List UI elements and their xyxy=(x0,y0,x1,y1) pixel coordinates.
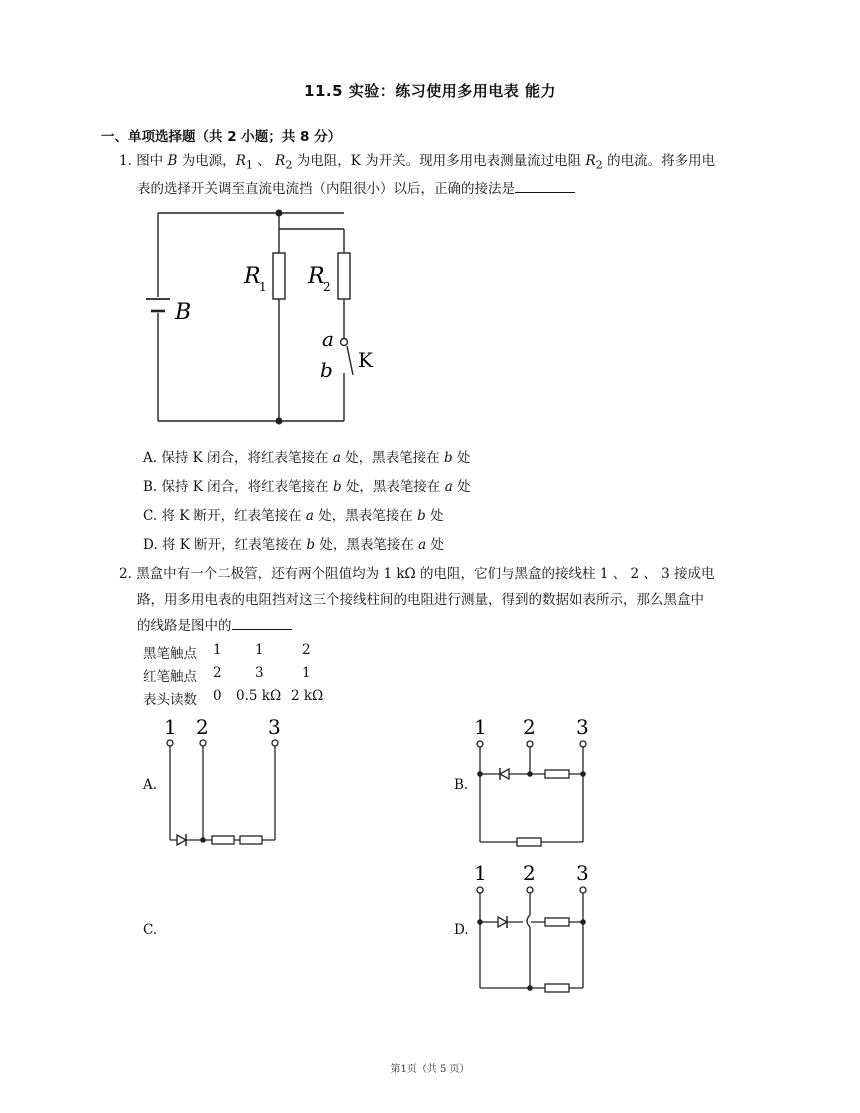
q2-option-a[interactable]: A. xyxy=(143,777,158,793)
table-row: 黑笔触点 1 1 2 xyxy=(143,642,311,662)
circuit-figure-1 xyxy=(140,205,420,430)
question-1-line-2: 表的选择开关调至直流电流挡（内阻很小）以后，正确的接法是 xyxy=(137,176,575,202)
section-heading: 一、单项选择题（共 2 小题；共 8 分） xyxy=(101,129,342,145)
q1-option-d[interactable]: D. 将 K 断开，红表笔接在 b 处，黑表笔接在 a 处 xyxy=(143,537,445,553)
svg-text:3: 3 xyxy=(576,715,589,739)
r1-label: R xyxy=(244,264,261,289)
question-1-number: 1. xyxy=(119,153,132,169)
switch-k-label: K xyxy=(358,348,373,372)
question-2-line-2: 路，用多用电表的电阻挡对这三个接线柱间的电阻进行测量，得到的数据如表所示，那么黑盒中 xyxy=(137,592,704,608)
question-2-number: 2. xyxy=(119,566,132,582)
page-footer: 第1页（共 5 页） xyxy=(390,1064,470,1075)
q2-option-b[interactable]: B. xyxy=(454,777,469,793)
r1-subscript: 1 xyxy=(259,280,267,294)
answer-blank xyxy=(515,178,575,193)
circuit-option-a xyxy=(155,712,285,857)
svg-text:1: 1 xyxy=(474,715,487,739)
table-row: 红笔触点 2 3 1 xyxy=(143,665,311,685)
page-title: 11.5 实验：练习使用多用电表 能力 xyxy=(304,82,556,100)
svg-text:2: 2 xyxy=(196,715,209,739)
circuit-option-b xyxy=(465,712,605,857)
answer-blank xyxy=(232,615,292,630)
r2-subscript: 2 xyxy=(323,280,331,294)
q1-option-c[interactable]: C. 将 K 断开，红表笔接在 a 处，黑表笔接在 b 处 xyxy=(143,508,444,524)
circuit-option-d xyxy=(465,858,605,1003)
q2-option-c[interactable]: C. xyxy=(143,922,158,938)
battery-label: B xyxy=(175,300,192,325)
svg-text:1: 1 xyxy=(164,715,177,739)
q1-option-b[interactable]: B. 保持 K 闭合，将红表笔接在 b 处，黑表笔接在 a 处 xyxy=(143,479,471,495)
table-row: 表头读数 0 0.5 kΩ 2 kΩ xyxy=(143,688,324,708)
svg-text:3: 3 xyxy=(576,861,589,885)
point-a-label: a xyxy=(322,327,334,351)
q1-option-a[interactable]: A. 保持 K 闭合，将红表笔接在 a 处，黑表笔接在 b 处 xyxy=(143,450,471,466)
point-b-label: b xyxy=(320,358,333,382)
svg-text:3: 3 xyxy=(268,715,281,739)
r2-label: R xyxy=(308,264,325,289)
question-2-line-3: 的线路是图中的 xyxy=(137,613,292,639)
question-2-line-1: 2. 黑盒中有一个二极管，还有两个阻值均为 1 kΩ 的电阻，它们与黑盒的接线柱 1 、 2 、 3 接成电 xyxy=(119,566,715,582)
junction-dot-top xyxy=(276,210,283,217)
svg-text:2: 2 xyxy=(523,715,536,739)
question-1-line-1: 1. 图中 B 为电源，$R_1$ 、 $R_2$ 为电阻，K 为开关。现用多用电表测量流过电阻 $R_2$ 的电流。将多用电 xyxy=(119,153,716,172)
svg-text:2: 2 xyxy=(523,861,536,885)
junction-dot-bottom xyxy=(276,418,283,425)
q2-option-d[interactable]: D. xyxy=(454,922,469,938)
svg-text:1: 1 xyxy=(474,861,487,885)
